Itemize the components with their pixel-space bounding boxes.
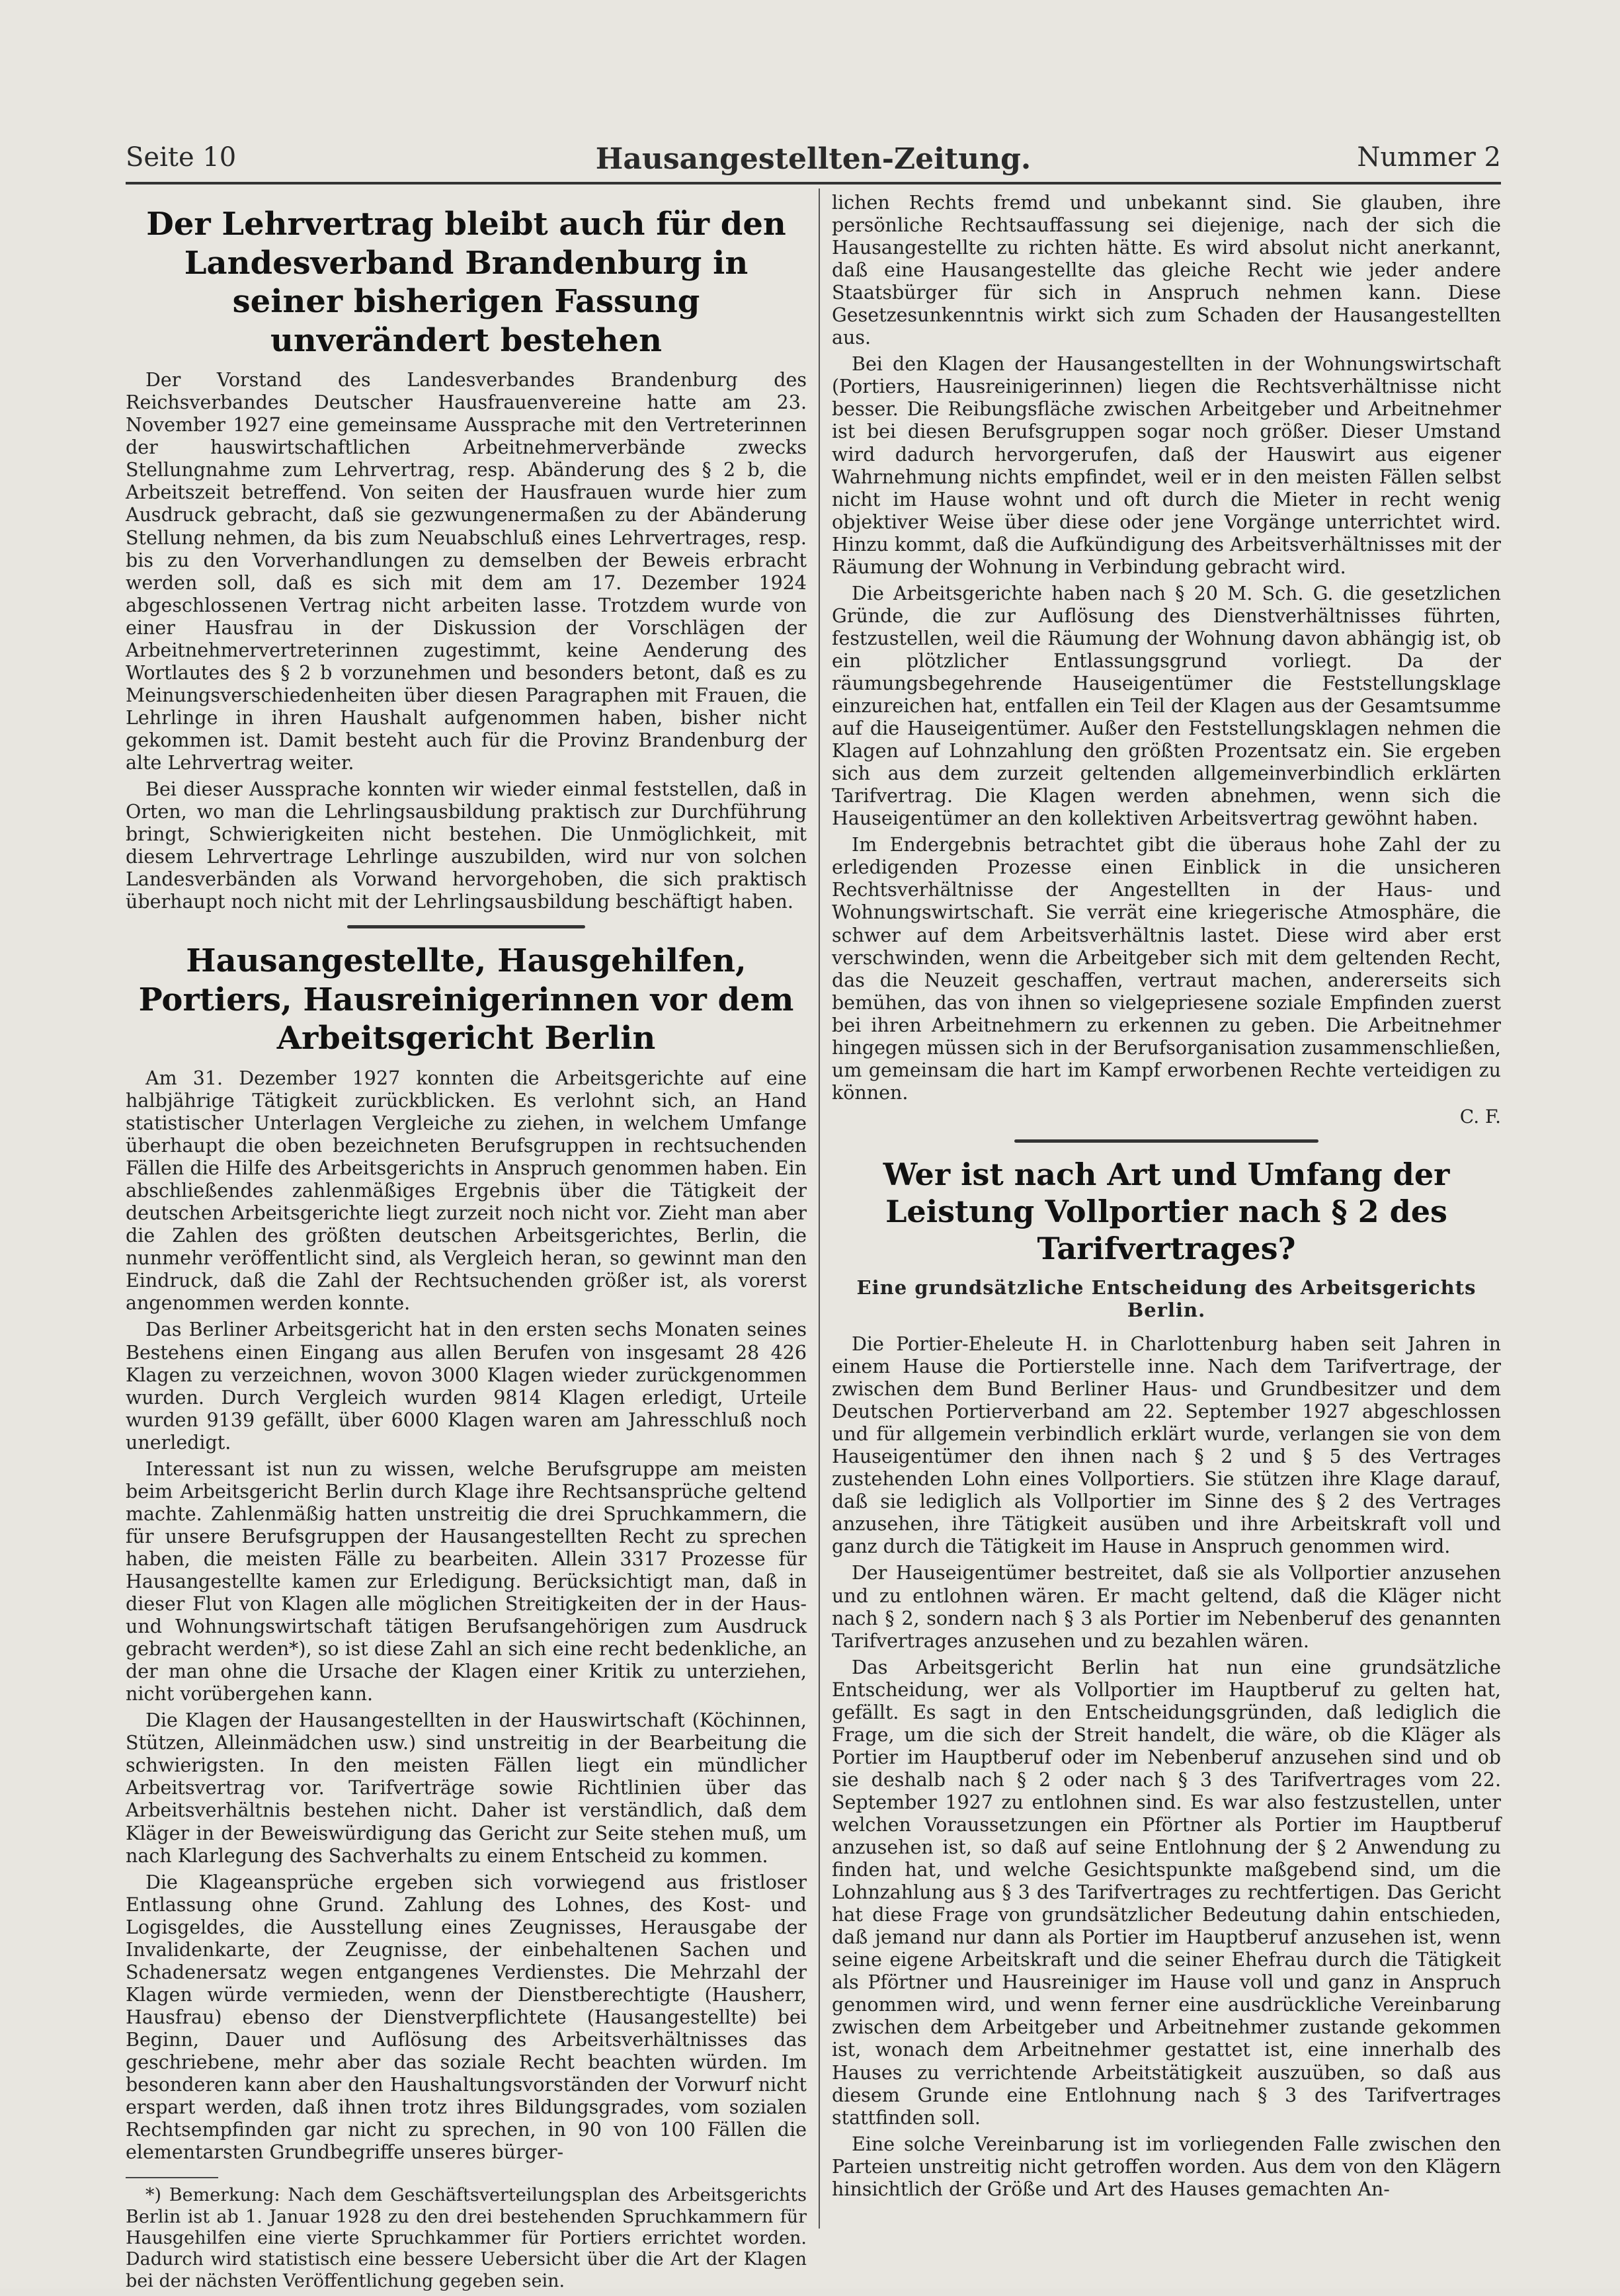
right-column [832, 192, 1501, 2205]
article3-headline: Wer ist nach Art und Umfang der Leistung Vollportier nach § 2 des Tarifvertrages? [883, 1156, 1450, 1266]
article2-continuation: lichen Rechts fremd und unbekannt sind. Sie glauben, ihre persönliche Rechtsauffassung sei diejenige, nach der sich die Hausangestellte zu richten hätte. Es wird absolut nicht anerkannt, daß eine Hausangestellte das gleiche Recht wie jeder andere Staatsbürger für sich in Anspruch nehmen kann. Diese Gesetzesunkenntnis wirkt sich zum Schaden der Hausangestellten aus. [832, 192, 1501, 349]
column-divider [819, 188, 820, 2229]
article2-paragraph: Am 31. Dezember 1927 konnten die Arbeitsgerichte auf eine halbjährige Tätigkeit zurückblicken. Es verlohnt sich, an Hand statistischer Unterlagen Vergleiche zu ziehen, in welchem Umfange überhaupt die oben bezeichneten Berufsgruppen in rechtsuchenden Fällen die Hilfe des Arbeitsgerichts in Anspruch genommen haben. Ein abschließendes zahlenmäßiges Ergebnis über die Tätigkeit der deutschen Arbeitsgerichte liegt zurzeit noch nicht vor. Zieht man aber die Zahlen des größten deutschen Arbeitsgerichtes, Berlin, die nunmehr veröffentlicht sind, als Vergleich heran, so gewinnt man den Eindruck, daß die Zahl der Rechtsuchenden größer ist, als vorerst angenommen werden konnte. [126, 1067, 807, 1315]
left-column [126, 192, 807, 2296]
article2-paragraph: Die Klageansprüche ergeben sich vorwiegend aus fristloser Entlassung ohne Grund. Zahlung des Lohnes, des Kost- und Logisgeldes, die Ausstellung eines Zeugnisses, Herausgabe der Invalidenkarte, der Zeugnisse, der einbehaltenen Sachen und Schadenersatz wegen entgangenes Verdienstes. Die Mehrzahl der Klagen würde vermieden, wenn der Dienstberechtigte (Hausherr, Hausfrau) ebenso der Dienstverpflichtete (Hausangestellte) bei Beginn, Dauer und Auflösung des Arbeitsverhältnisses das geschriebene, mehr aber das soziale Recht beachten würden. Im besonderen kann aber den Haushaltungsvorständen der Vorwurf nicht erspart werden, daß ihnen trotz ihres Bildungsgrades, vom sozialen Rechtsempfinden gar nicht zu sprechen, in 90 von 100 Fällen die elementarsten Grundbegriffe unseres bürger- [126, 1871, 807, 2164]
article3-paragraph: Die Portier-Eheleute H. in Charlottenburg haben seit Jahren in einem Hause die Portierstelle inne. Nach dem Tarifvertrage, der zwischen dem Bund Berliner Haus- und Grundbesitzer und dem Deutschen Portierverband am 22. September 1927 abgeschlossen und für allgemein verbindlich erklärt wurde, verlangen sie von dem Hauseigentümer den ihnen nach § 2 und § 5 des Vertrages zustehenden Lohn eines Vollportiers. Sie stützen ihre Klage darauf, daß sie lediglich als Vollportier im Sinne des § 2 des Vertrages anzusehen, ihre Tätigkeit ausüben und ihre Arbeitskraft voll und ganz durch die Tätigkeit im Hause in Anspruch genommen wird. [832, 1333, 1501, 1558]
newspaper-title: Hausangestellten-Zeitung. [595, 142, 1032, 176]
article3-paragraph: Eine solche Vereinbarung ist im vorliegenden Falle zwischen den Parteien unstreitig nicht getroffen worden. Aus dem von den Klägern hinsichtlich der Größe und Art des Hauses gemachten An- [832, 2133, 1501, 2200]
article2-signature: C. F. [1459, 1105, 1501, 1128]
footnote: *) Bemerkung: Nach dem Geschäftsverteilungsplan des Arbeitsgerichts Berlin ist ab 1. Januar 1928 zu den drei bestehenden Spruchkammern für Hausgehilfen eine vierte Spruchkammer für Portiers errichtet worden. Dadurch wird statistisch eine bessere Uebersicht über die Art der Klagen bei der nächsten Veröffentlichung gegeben sein. [126, 2185, 807, 2291]
article2-continuation: Die Arbeitsgerichte haben nach § 20 M. Sch. G. die gesetzlichen Gründe, die zur Auflösung des Dienstverhältnisses führten, festzustellen, weil die Räumung der Wohnung davon abhängig ist, ob ein plötzlicher Entlassungsgrund vorliegt. Da der räumungsbegehrende Hauseigentümer die Feststellungsklage einzureichen hat, entfallen ein Teil der Klagen aus der Gesamtsumme auf die Hauseigentümer. Außer den Feststellungsklagen nehmen die Klagen auf Lohnzahlung den größten Prozentsatz ein. Sie ergeben sich aus dem zurzeit geltenden allgemeinverbindlich erklärten Tarifvertrag. Die Klagen werden abnehmen, wenn sich die Hauseigentümer an den kollektiven Arbeitsvertrag gewöhnt haben. [832, 582, 1501, 830]
page-number: Seite 10 [126, 142, 237, 173]
issue-number: Nummer 2 [1357, 142, 1501, 173]
article2-continuation: Bei den Klagen der Hausangestellten in der Wohnungswirtschaft (Portiers, Hausreinigerinnen) liegen die Rechtsverhältnisse nicht besser. Die Reibungsfläche zwischen Arbeitgeber und Arbeitnehmer ist bei diesen Berufsgruppen sogar noch größer. Dieser Umstand wird dadurch hervorgerufen, daß der Hauswirt aus eigener Wahrnehmung nichts empfindet, weil er in den meisten Fällen selbst nicht im Hause wohnt und oft durch die Mieter in recht wenig objektiver Weise über diese oder jene Vorgänge unterrichtet wird. Hinzu kommt, daß die Aufkündigung des Arbeitsverhältnisses mit der Räumung der Wohnung in Verbindung gebracht wird. [832, 353, 1501, 578]
article2-paragraph: Das Berliner Arbeitsgericht hat in den ersten sechs Monaten seines Bestehens einen Eingang aus allen Berufen von insgesamt 28 426 Klagen zu verzeichnen, wovon 3000 Klagen wieder zurückgenommen wurden. Durch Vergleich wurden 9814 Klagen erledigt, Urteile wurden 9139 gefällt, über 6000 Klagen waren am Jahresschluß noch unerledigt. [126, 1319, 807, 1454]
article1-paragraph: Der Vorstand des Landesverbandes Brandenburg des Reichsverbandes Deutscher Hausfrauenvereine hatte am 23. November 1927 eine gemeinsame Aussprache mit den Vertreterinnen der hauswirtschaftlichen Arbeitnehmerverbände zwecks Stellungnahme zum Lehrvertrag, resp. Abänderung des § 2 b, die Arbeitszeit betreffend. Von seiten der Hausfrauen wurde hier zum Ausdruck gebracht, daß sie gezwungenermaßen zu der Abänderung Stellung nehmen, da bis zum Neuabschluß eines Lehrvertrages, resp. bis zu den Vorverhandlungen zu demselben der Beweis erbracht werden soll, daß es sich mit dem am 17. Dezember 1924 abgeschlossenen Vertrag nicht arbeiten lasse. Trotzdem wurde von einer Hausfrau in der Diskussion der Vorschlägen der Arbeitnehmervertreterinnen zugestimmt, keine Aenderung des Wortlautes des § 2 b vorzunehmen und besonders betont, daß es zu Meinungsverschiedenheiten über diesen Paragraphen mit Frauen, die Lehrlinge in ihren Haushalt aufgenommen haben, bisher nicht gekommen ist. Damit besteht auch für die Provinz Brandenburg der alte Lehrvertrag weiter. [126, 369, 807, 774]
article3-subheadline: Eine grundsätzliche Entscheidung des Arbeitsgerichts Berlin. [856, 1276, 1477, 1321]
article3-paragraph: Der Hauseigentümer bestreitet, daß sie als Vollportier anzusehen und zu entlohnen wären. Er macht geltend, daß die Kläger nicht nach § 2, sondern nach § 3 als Portier im Nebenberuf des genannten Tarifvertrages anzusehen und zu bezahlen wären. [832, 1562, 1501, 1652]
page-header [126, 142, 1501, 182]
article2-continuation: Im Endergebnis betrachtet gibt die überaus hohe Zahl der zu erledigenden Prozesse einen Einblick in die unsicheren Rechtsverhältnisse der Angestellten in der Haus- und Wohnungswirtschaft. Sie verrät eine kriegerische Atmosphäre, die schwer auf dem Arbeitsverhältnis lastet. Diese wird aber erst verschwinden, wenn die Arbeitgeber sich mit dem geltenden Recht, das die Neuzeit geschaffen, vertraut machen, andererseits sich bemühen, das von ihnen so vielgepriesene soziale Empfinden zuerst bei ihren Arbeitnehmern zu erkennen zu geben. Die Arbeitnehmer hingegen müssen sich in der Berufsorganisation zusammenschließen, um gemeinsam die hart im Kampf erworbenen Rechte verteidigen zu können. [832, 834, 1501, 1104]
section-divider [347, 925, 585, 928]
article1-headline: Der Lehrvertrag bleibt auch für den Landesverband Brandenburg in seiner bisherigen Fassung unverändert bestehen [146, 206, 786, 359]
section-divider [1014, 1139, 1318, 1143]
article2-headline: Hausangestellte, Hausgehilfen, Portiers, Hausreinigerinnen vor dem Arbeitsgericht Berlin [138, 942, 794, 1057]
article1-paragraph: Bei dieser Aussprache konnten wir wieder einmal feststellen, daß in Orten, wo man die Lehrlingsausbildung praktisch zur Durchführung bringt, Schwierigkeiten nicht bestehen. Die Unmöglichkeit, mit diesem Lehrvertrage Lehrlinge auszubilden, wird nur von solchen Landesverbänden als Vorwand hervorgehoben, die sich praktisch überhaupt noch nicht mit der Lehrlingsausbildung beschäftigt haben. [126, 778, 807, 913]
article3-paragraph: Das Arbeitsgericht Berlin hat nun eine grundsätzliche Entscheidung, wer als Vollportier im Hauptberuf zu gelten hat, gefällt. Es sagt in den Entscheidungsgründen, daß lediglich die Frage, um die sich der Streit handelt, die wäre, ob die Kläger als Portier im Hauptberuf oder im Nebenberuf anzusehen sind und ob sie deshalb nach § 2 oder nach § 3 des Tarifvertrages vom 22. September 1927 zu entlohnen sind. Es war also festzustellen, unter welchen Voraussetzungen ein Pförtner als Portier im Hauptberuf anzusehen ist, so daß auf seine Entlohnung der § 2 Anwendung zu finden hat, und welche Gesichtspunkte maßgebend sind, um die Lohnzahlung aus § 3 des Tarifvertrages zu rechtfertigen. Das Gericht hat diese Frage von grundsätzlicher Bedeutung dahin entschieden, daß jemand nur dann als Portier im Hauptberuf anzusehen ist, wenn seine eigene Arbeitskraft und die seiner Ehefrau durch die Tätigkeit als Pförtner und Hausreiniger im Hause voll und ganz in Anspruch genommen wird, und wenn ferner eine ausdrückliche Vereinbarung zwischen dem Arbeitgeber und Arbeitnehmer zustande gekommen ist, wonach dem Arbeitnehmer gestattet ist, eine innerhalb des Hauses zu verrichtende Arbeitstätigkeit auszuüben, so daß aus diesem Grunde eine Entlohnung nach § 3 des Tarifvertrages stattfinden soll. [832, 1656, 1501, 2129]
article2-paragraph: Interessant ist nun zu wissen, welche Berufsgruppe am meisten beim Arbeitsgericht Berlin durch Klage ihre Rechtsansprüche geltend machte. Zahlenmäßig hatten unstreitig die drei Spruchkammern, die für unsere Berufsgruppen der Hausangestellten Recht zu sprechen haben, die meisten Fälle zu bearbeiten. Allein 3317 Prozesse für Hausangestellte kamen zur Erledigung. Berücksichtigt man, daß in dieser Flut von Klagen alle möglichen Streitigkeiten der in der Haus- und Wohnungswirtschaft tätigen Berufsangehörigen zum Ausdruck gebracht werden*), so ist diese Zahl an sich eine recht bedenkliche, an der man ohne die Ursache der Klagen einer Kritik zu unterziehen, nicht vorübergehen kann. [126, 1457, 807, 1705]
article2-paragraph: Die Klagen der Hausangestellten in der Hauswirtschaft (Köchinnen, Stützen, Alleinmädchen usw.) sind unstreitig in der Bearbeitung die schwierigsten. In den meisten Fällen liegt ein mündlicher Arbeitsvertrag vor. Tarifverträge sowie Richtlinien über das Arbeitsverhältnis bestehen nicht. Daher ist verständlich, daß dem Kläger in der Beweiswürdigung das Gericht zur Seite stehen muß, um nach Klarlegung des Sachverhalts zu einem Entscheid zu kommen. [126, 1709, 807, 1867]
footnote-rule [126, 2177, 218, 2178]
header-rule [126, 182, 1501, 184]
